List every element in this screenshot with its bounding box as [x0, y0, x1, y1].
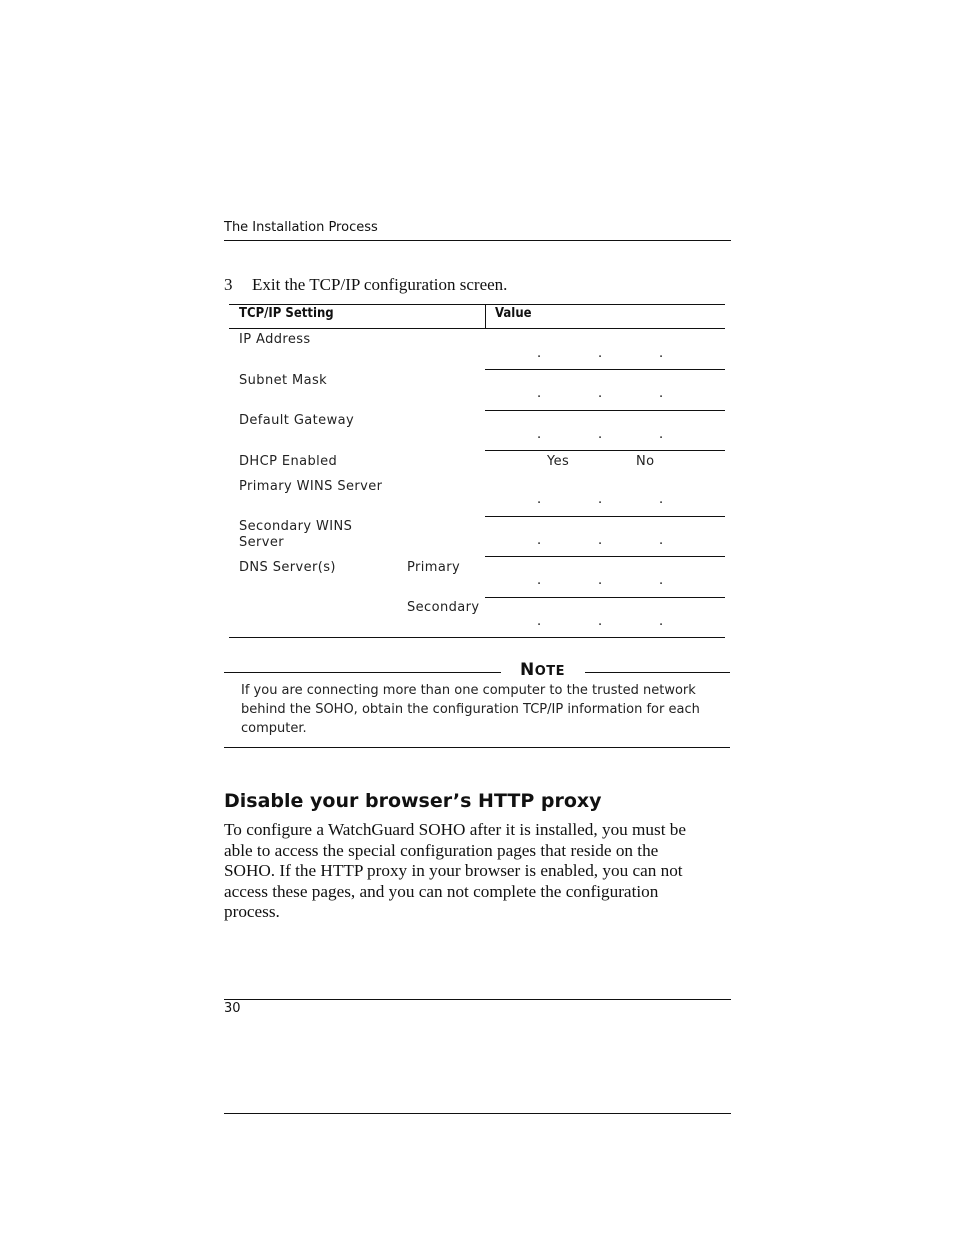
- page-bottom-rule: [224, 1113, 731, 1114]
- note-rule-left: [224, 672, 501, 673]
- row-label-dhcp-enabled: DHCP Enabled: [239, 454, 338, 469]
- header-bottom-rule: [229, 328, 725, 329]
- subnet-mask-underline: [485, 410, 725, 411]
- step-text: Exit the TCP/IP configuration screen.: [252, 275, 508, 294]
- default-gateway-underline: [485, 450, 725, 451]
- note-title: NOTE: [520, 660, 566, 680]
- row-label-dns-servers: DNS Server(s): [239, 560, 336, 575]
- dhcp-option-yes[interactable]: Yes: [547, 454, 570, 469]
- step-instruction: [224, 275, 507, 295]
- dns-primary-underline: [485, 597, 725, 598]
- running-header: The Installation Process: [224, 220, 378, 235]
- ip-address-underline: [485, 369, 725, 370]
- note-text: If you are connecting more than one computer to the trusted network behind the SOHO, obtain the configuration TCP/IP information for each computer.: [241, 683, 700, 736]
- header-rule: [224, 240, 731, 241]
- table-bottom-rule: [229, 637, 725, 638]
- section-heading: Disable your browser’s HTTP proxy: [224, 790, 602, 812]
- row-label-default-gateway: Default Gateway: [239, 413, 355, 428]
- row-label-subnet-mask: Subnet Mask: [239, 373, 328, 388]
- row-sublabel-dns-primary: Primary: [407, 560, 461, 575]
- column-header-value: Value: [495, 306, 532, 321]
- page-number: 30: [224, 1001, 241, 1016]
- note-rule-right: [585, 672, 730, 673]
- note-bottom-rule: [224, 747, 730, 748]
- step-number: 3: [224, 275, 233, 294]
- section-paragraph: To configure a WatchGuard SOHO after it is installed, you must be able to access the special configuration pages that reside on the SOHO. If the HTTP proxy in your browser is enabled, you can not access these pages, and you can not complete the configuration process.: [224, 820, 687, 921]
- row-label-primary-wins: Primary WINS Server: [239, 479, 383, 494]
- table-top-rule: [229, 304, 725, 305]
- row-label-secondary-wins: Secondary WINS Server: [239, 519, 353, 550]
- footer-rule: [224, 999, 731, 1000]
- row-label-ip-address: IP Address: [239, 332, 311, 347]
- secondary-wins-underline: [485, 556, 725, 557]
- column-header-setting: TCP/IP Setting: [239, 306, 334, 321]
- primary-wins-underline: [485, 516, 725, 517]
- header-divider: [485, 304, 486, 328]
- row-sublabel-dns-secondary: Secondary: [407, 600, 480, 615]
- dhcp-option-no[interactable]: No: [636, 454, 655, 469]
